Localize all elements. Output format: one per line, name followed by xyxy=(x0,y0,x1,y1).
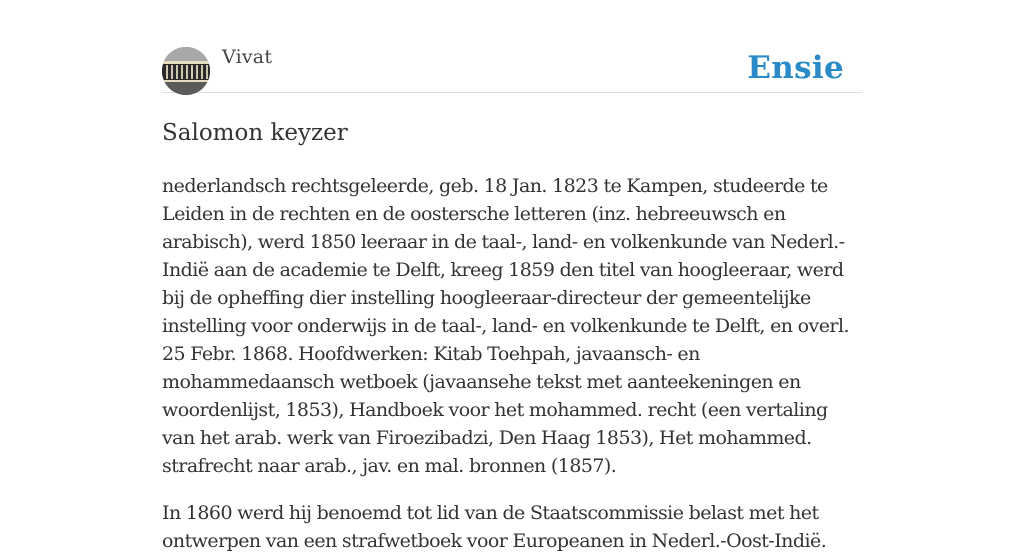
article-title: Salomon keyzer xyxy=(162,120,348,146)
brand-logo[interactable]: Ensie xyxy=(747,50,844,86)
article-paragraph: In 1860 werd hij benoemd tot lid van de Staatscommissie belast met het ontwerpen van een strafwetboek voor Europeanen in Nederl.-Oost-Indië. xyxy=(162,502,827,552)
author-name[interactable]: Vivat xyxy=(222,46,273,68)
page xyxy=(162,0,862,555)
header xyxy=(162,0,862,93)
author-avatar[interactable] xyxy=(162,47,210,95)
article-paragraph: nederlandsch rechtsgeleerde, geb. 18 Jan. 1823 te Kampen, studeerde te Leiden in de rechten en de oostersche letteren (inz. hebreeuwsch en arabisch), werd 1850 leeraar in de taal-, land- en volkenkunde van Nederl.-Indië aan de academie te Delft, kreeg 1859 den titel van hoogleeraar, werd bij de opheffing dier instelling hoogleeraar-directeur der gemeentelijke instelling voor onderwijs in de taal-, land- en volkenkunde te Delft, en overl. 25 Febr. 1868. Hoofdwerken: Kitab Toehpah, javaansch- en mohammedaansch wetboek (javaansehe tekst met aanteekeningen en woordenlijst, 1853), Handboek voor het mohammed. recht (een vertaling van het arab. werk van Firoezibadzi, Den Haag 1853), Het mohammed. strafrecht naar arab., jav. en mal. bronnen (1857). xyxy=(162,175,849,477)
library-shelves-icon xyxy=(162,47,210,95)
